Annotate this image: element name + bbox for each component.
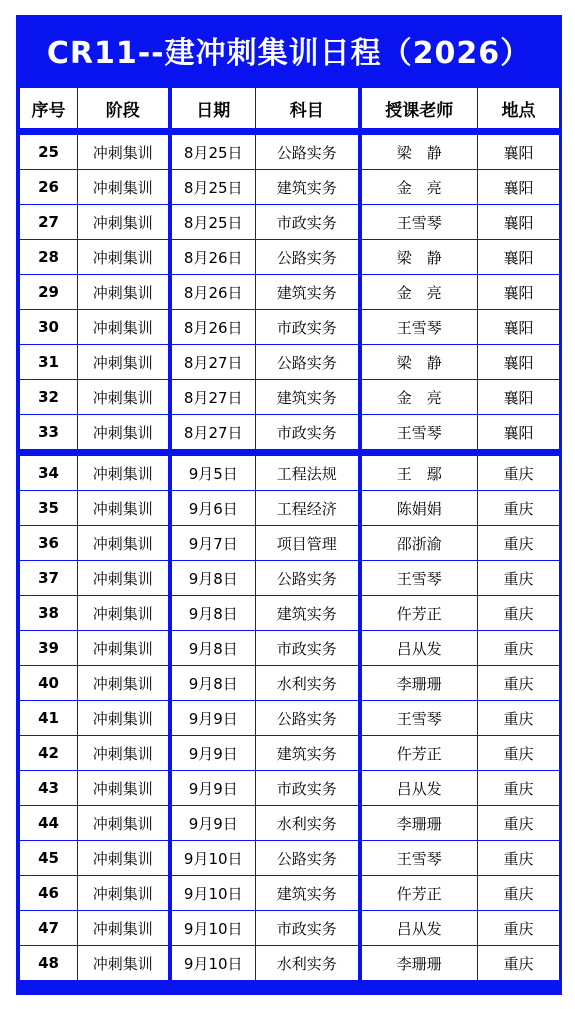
cell-place: 襄阳 — [478, 170, 560, 205]
cell-teacher: 王雪琴 — [360, 205, 478, 240]
cell-date: 9月9日 — [170, 736, 256, 771]
cell-stage: 冲刺集训 — [78, 526, 170, 561]
table-row — [20, 946, 560, 981]
table-row — [20, 345, 560, 380]
cell-no: 34 — [20, 456, 78, 491]
header-date: 日期 — [170, 88, 256, 129]
cell-subject: 公路实务 — [256, 841, 360, 876]
cell-subject: 水利实务 — [256, 946, 360, 981]
table-row — [20, 526, 560, 561]
cell-date: 9月5日 — [170, 456, 256, 491]
cell-place: 重庆 — [478, 736, 560, 771]
cell-place: 重庆 — [478, 771, 560, 806]
cell-place: 重庆 — [478, 561, 560, 596]
cell-date: 9月10日 — [170, 911, 256, 946]
header-teacher: 授课老师 — [360, 88, 478, 129]
cell-date: 8月27日 — [170, 345, 256, 380]
table-row — [20, 380, 560, 415]
cell-place: 襄阳 — [478, 345, 560, 380]
table-row — [20, 806, 560, 841]
schedule-body — [20, 135, 560, 981]
cell-place: 襄阳 — [478, 380, 560, 415]
cell-subject: 市政实务 — [256, 911, 360, 946]
cell-no: 39 — [20, 631, 78, 666]
cell-place: 重庆 — [478, 596, 560, 631]
header-place: 地点 — [478, 88, 560, 129]
table-row — [20, 491, 560, 526]
cell-teacher: 梁 静 — [360, 345, 478, 380]
cell-teacher: 李珊珊 — [360, 806, 478, 841]
cell-subject: 建筑实务 — [256, 876, 360, 911]
cell-place: 重庆 — [478, 911, 560, 946]
table-row — [20, 701, 560, 736]
cell-no: 44 — [20, 806, 78, 841]
cell-place: 重庆 — [478, 806, 560, 841]
cell-subject: 公路实务 — [256, 240, 360, 275]
cell-place: 重庆 — [478, 841, 560, 876]
cell-place: 襄阳 — [478, 135, 560, 170]
cell-stage: 冲刺集训 — [78, 205, 170, 240]
cell-subject: 建筑实务 — [256, 596, 360, 631]
cell-stage: 冲刺集训 — [78, 771, 170, 806]
cell-teacher: 王雪琴 — [360, 841, 478, 876]
cell-stage: 冲刺集训 — [78, 310, 170, 345]
header-no: 序号 — [20, 88, 78, 129]
page-title: CR11--建冲刺集训日程（2026） — [46, 36, 532, 71]
cell-no: 30 — [20, 310, 78, 345]
table-row — [20, 631, 560, 666]
cell-stage: 冲刺集训 — [78, 345, 170, 380]
cell-teacher: 梁 静 — [360, 240, 478, 275]
cell-date: 9月8日 — [170, 561, 256, 596]
table-row — [20, 170, 560, 205]
cell-subject: 建筑实务 — [256, 380, 360, 415]
cell-no: 27 — [20, 205, 78, 240]
table-row — [20, 561, 560, 596]
cell-teacher: 王 鄢 — [360, 456, 478, 491]
cell-subject: 公路实务 — [256, 135, 360, 170]
cell-stage: 冲刺集训 — [78, 701, 170, 736]
cell-subject: 市政实务 — [256, 631, 360, 666]
cell-place: 重庆 — [478, 876, 560, 911]
cell-stage: 冲刺集训 — [78, 946, 170, 981]
cell-teacher: 王雪琴 — [360, 415, 478, 450]
cell-subject: 水利实务 — [256, 806, 360, 841]
cell-no: 47 — [20, 911, 78, 946]
cell-stage: 冲刺集训 — [78, 841, 170, 876]
cell-no: 37 — [20, 561, 78, 596]
cell-teacher: 仵芳正 — [360, 596, 478, 631]
cell-subject: 市政实务 — [256, 771, 360, 806]
cell-subject: 建筑实务 — [256, 170, 360, 205]
cell-teacher: 李珊珊 — [360, 946, 478, 981]
cell-subject: 建筑实务 — [256, 736, 360, 771]
cell-teacher: 仵芳正 — [360, 876, 478, 911]
cell-stage: 冲刺集训 — [78, 275, 170, 310]
cell-place: 襄阳 — [478, 310, 560, 345]
cell-teacher: 王雪琴 — [360, 561, 478, 596]
cell-date: 9月10日 — [170, 841, 256, 876]
cell-teacher: 吕从发 — [360, 771, 478, 806]
cell-no: 48 — [20, 946, 78, 981]
cell-no: 46 — [20, 876, 78, 911]
cell-teacher: 王雪琴 — [360, 310, 478, 345]
table-row — [20, 205, 560, 240]
cell-stage: 冲刺集训 — [78, 666, 170, 701]
cell-subject: 市政实务 — [256, 205, 360, 240]
cell-place: 襄阳 — [478, 275, 560, 310]
header-row — [20, 88, 560, 129]
cell-date: 8月25日 — [170, 205, 256, 240]
cell-stage: 冲刺集训 — [78, 380, 170, 415]
cell-place: 重庆 — [478, 456, 560, 491]
cell-stage: 冲刺集训 — [78, 456, 170, 491]
table-row — [20, 456, 560, 491]
cell-date: 8月25日 — [170, 170, 256, 205]
cell-no: 40 — [20, 666, 78, 701]
cell-no: 41 — [20, 701, 78, 736]
cell-no: 25 — [20, 135, 78, 170]
cell-stage: 冲刺集训 — [78, 911, 170, 946]
cell-date: 9月6日 — [170, 491, 256, 526]
cell-no: 33 — [20, 415, 78, 450]
cell-date: 8月26日 — [170, 240, 256, 275]
cell-no: 36 — [20, 526, 78, 561]
cell-subject: 工程经济 — [256, 491, 360, 526]
cell-no: 38 — [20, 596, 78, 631]
cell-teacher: 王雪琴 — [360, 701, 478, 736]
cell-stage: 冲刺集训 — [78, 135, 170, 170]
cell-place: 重庆 — [478, 946, 560, 981]
cell-subject: 公路实务 — [256, 701, 360, 736]
cell-place: 襄阳 — [478, 415, 560, 450]
table-row — [20, 911, 560, 946]
cell-subject: 公路实务 — [256, 561, 360, 596]
header-subject: 科目 — [256, 88, 360, 129]
cell-stage: 冲刺集训 — [78, 561, 170, 596]
table-row — [20, 596, 560, 631]
cell-place: 重庆 — [478, 666, 560, 701]
cell-no: 45 — [20, 841, 78, 876]
table-row — [20, 275, 560, 310]
cell-teacher: 李珊珊 — [360, 666, 478, 701]
cell-place: 重庆 — [478, 526, 560, 561]
cell-date: 9月10日 — [170, 946, 256, 981]
table-row — [20, 666, 560, 701]
cell-stage: 冲刺集训 — [78, 170, 170, 205]
table-row — [20, 240, 560, 275]
cell-teacher: 邵浙渝 — [360, 526, 478, 561]
cell-teacher: 吕从发 — [360, 911, 478, 946]
cell-subject: 水利实务 — [256, 666, 360, 701]
cell-subject: 建筑实务 — [256, 275, 360, 310]
cell-subject: 市政实务 — [256, 415, 360, 450]
cell-teacher: 梁 静 — [360, 135, 478, 170]
cell-no: 43 — [20, 771, 78, 806]
cell-place: 重庆 — [478, 491, 560, 526]
cell-date: 8月26日 — [170, 275, 256, 310]
cell-teacher: 金 亮 — [360, 275, 478, 310]
cell-teacher: 陈娟娟 — [360, 491, 478, 526]
cell-place: 襄阳 — [478, 240, 560, 275]
cell-no: 29 — [20, 275, 78, 310]
cell-no: 26 — [20, 170, 78, 205]
cell-stage: 冲刺集训 — [78, 240, 170, 275]
cell-no: 31 — [20, 345, 78, 380]
cell-stage: 冲刺集训 — [78, 876, 170, 911]
cell-subject: 市政实务 — [256, 310, 360, 345]
cell-date: 8月27日 — [170, 415, 256, 450]
cell-no: 42 — [20, 736, 78, 771]
cell-date: 9月10日 — [170, 876, 256, 911]
cell-subject: 公路实务 — [256, 345, 360, 380]
cell-no: 28 — [20, 240, 78, 275]
cell-subject: 工程法规 — [256, 456, 360, 491]
cell-place: 襄阳 — [478, 205, 560, 240]
cell-date: 9月9日 — [170, 701, 256, 736]
table-row — [20, 415, 560, 450]
cell-date: 8月27日 — [170, 380, 256, 415]
table-row — [20, 841, 560, 876]
schedule-table — [19, 87, 560, 981]
cell-date: 9月9日 — [170, 771, 256, 806]
cell-subject: 项目管理 — [256, 526, 360, 561]
cell-date: 8月26日 — [170, 310, 256, 345]
cell-stage: 冲刺集训 — [78, 491, 170, 526]
cell-stage: 冲刺集训 — [78, 736, 170, 771]
cell-no: 32 — [20, 380, 78, 415]
cell-place: 重庆 — [478, 701, 560, 736]
table-row — [20, 736, 560, 771]
cell-teacher: 金 亮 — [360, 380, 478, 415]
cell-place: 重庆 — [478, 631, 560, 666]
cell-stage: 冲刺集训 — [78, 415, 170, 450]
cell-teacher: 金 亮 — [360, 170, 478, 205]
cell-teacher: 吕从发 — [360, 631, 478, 666]
table-row — [20, 135, 560, 170]
cell-date: 9月9日 — [170, 806, 256, 841]
cell-teacher: 仵芳正 — [360, 736, 478, 771]
table-row — [20, 771, 560, 806]
table-row — [20, 310, 560, 345]
cell-stage: 冲刺集训 — [78, 596, 170, 631]
cell-date: 8月25日 — [170, 135, 256, 170]
cell-date: 9月8日 — [170, 596, 256, 631]
table-row — [20, 876, 560, 911]
cell-stage: 冲刺集训 — [78, 631, 170, 666]
cell-date: 9月8日 — [170, 631, 256, 666]
cell-no: 35 — [20, 491, 78, 526]
schedule-frame — [16, 15, 562, 995]
cell-stage: 冲刺集训 — [78, 806, 170, 841]
header-stage: 阶段 — [78, 88, 170, 129]
cell-date: 9月8日 — [170, 666, 256, 701]
cell-date: 9月7日 — [170, 526, 256, 561]
